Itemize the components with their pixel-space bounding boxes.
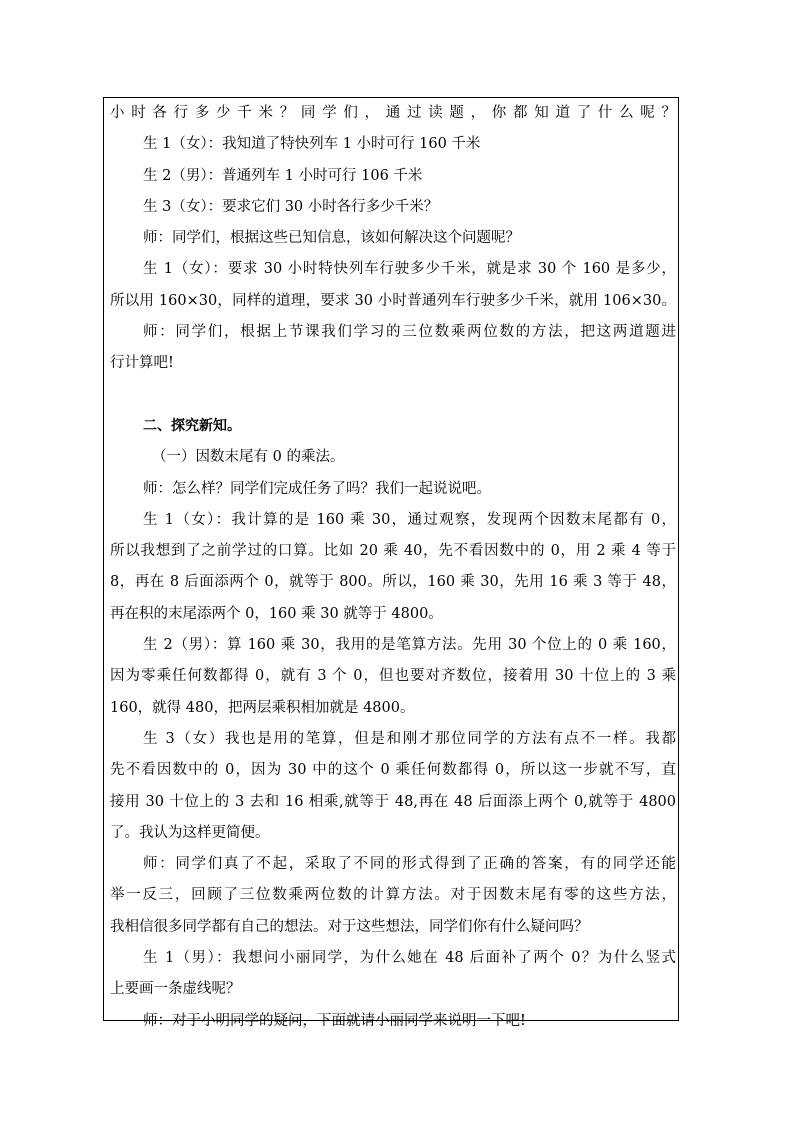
text-line: 再在积的末尾添两个 0，160 乘 30 就等于 4800。 — [110, 605, 443, 622]
text-line: 所以用 160×30，同样的道理，要求 30 小时普通列车行驶多少千米，就用 106×30。 — [110, 292, 676, 309]
text-line: 生 1（女）：要求 30 小时特快列车行驶多少千米，就是求 30 个 160 是多少， — [143, 261, 676, 278]
lesson-text — [110, 98, 676, 1037]
text-line: 所以我想到了之前学过的口算。比如 20 乘 40，先不看因数中的 0，用 2 乘 4 等于 — [110, 543, 676, 560]
blank-line — [110, 380, 676, 411]
text-line: 160，就得 480，把两层乘积相加就是 4800。 — [110, 699, 415, 716]
text-line: 我相信很多同学都有自己的想法。对于这些想法，同学们你有什么疑问吗？ — [110, 918, 589, 935]
text-line: 生 3（女）我也是用的笔算，但是和刚才那位同学的方法有点不一样。我都 — [143, 730, 676, 747]
text-line: 师：同学们，根据上节课我们学习的三位数乘两位数的方法，把这两道题进 — [143, 324, 676, 341]
text-line: 生 2（男）：算 160 乘 30，我用的是笔算方法。先用 30 个位上的 0 乘 160， — [143, 637, 676, 654]
text-line: 师：怎么样？同学们完成任务了吗？我们一起说说吧。 — [143, 480, 491, 497]
text-line: 小时各行多少千米？同学们，通过读题，你都知道了什么呢？ — [110, 105, 676, 121]
subsection-heading: （一）因数末尾有 0 的乘法。 — [152, 449, 345, 466]
text-line: 生 1（男）：我想问小丽同学，为什么她在 48 后面补了两个 0？为什么竖式 — [143, 950, 676, 967]
text-line: 行计算吧! — [110, 355, 174, 372]
text-line: 师：同学们，根据这些已知信息，该如何解决这个问题呢？ — [143, 230, 520, 247]
text-line: 生 1（女）：我知道了特快列车 1 小时可行 160 千米 — [143, 136, 481, 153]
text-line: 上要画一条虚线呢？ — [110, 981, 241, 998]
section-heading: 二、探究新知。 — [143, 417, 241, 434]
text-line: 师：对于小明同学的疑问，下面就请小丽同学来说明一下吧! — [143, 1012, 526, 1029]
text-line: 生 3（女）：要求它们 30 小时各行多少千米？ — [143, 198, 439, 215]
text-line: 因为零乘任何数都得 0，就有 3 个 0，但也要对齐数位，接着用 30 十位上的 3 乘 — [110, 668, 676, 685]
text-line: 了。我认为这样更简便。 — [110, 824, 270, 841]
text-line: 生 1（女）：我计算的是 160 乘 30，通过观察，发现两个因数末尾都有 0， — [143, 511, 676, 528]
text-line: 举一反三，回顾了三位数乘两位数的计算方法。对于因数末尾有零的这些方法， — [110, 887, 676, 904]
text-line: 先不看因数中的 0，因为 30 中的这个 0 乘任何数都得 0，所以这一步就不写，直 — [110, 762, 676, 779]
text-line: 生 2（男）：普通列车 1 小时可行 106 千米 — [143, 167, 423, 184]
text-line: 师：同学们真了不起，采取了不同的形式得到了正确的答案，有的同学还能 — [143, 856, 676, 873]
document-table-cell — [103, 97, 679, 1029]
text-line: 8，再在 8 后面添两个 0，就等于 800。所以，160 乘 30，先用 16 乘 3 等于 48， — [110, 574, 676, 591]
text-line: 接用 30 十位上的 3 去和 16 相乘,就等于 48,再在 48 后面添上两个 0,就等于 4800 — [110, 793, 676, 810]
